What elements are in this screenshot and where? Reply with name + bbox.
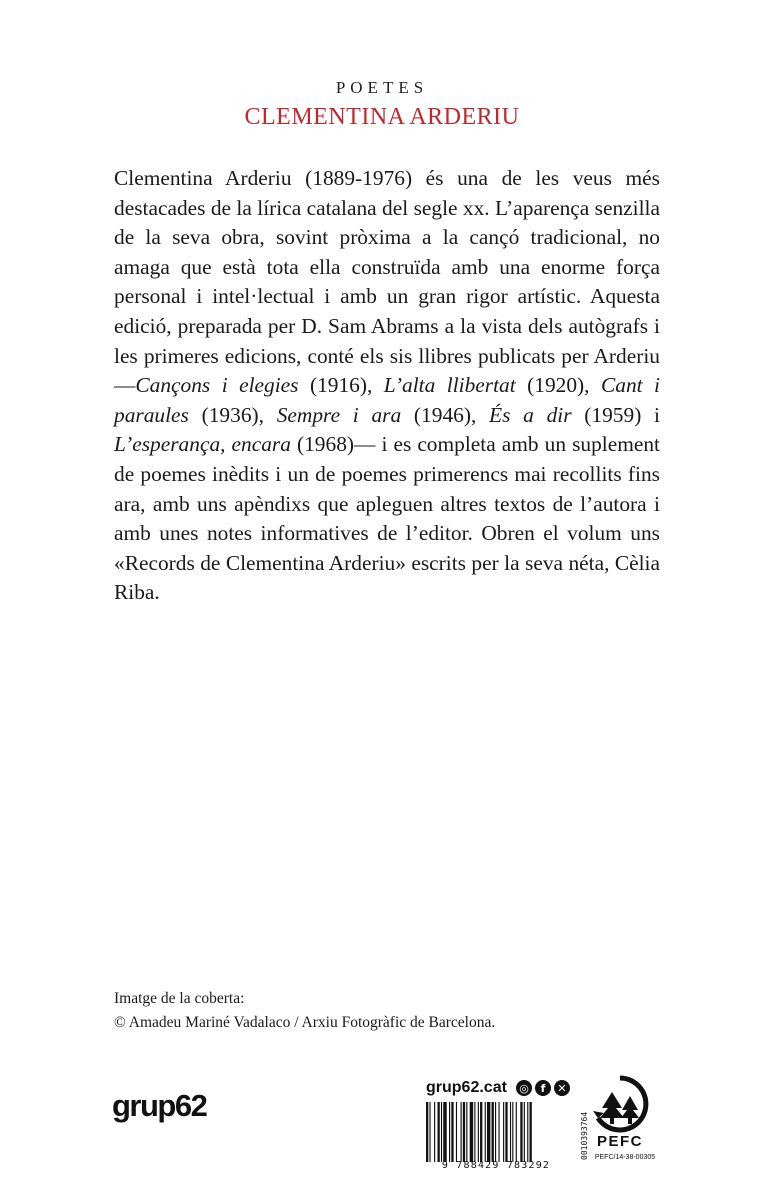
credits-line: © Amadeu Mariné Vadalaco / Arxiu Fotogràfic de Barcelona. <box>114 1014 496 1031</box>
social-icons <box>516 1080 570 1096</box>
book-title-3: Cant i paraules <box>114 373 660 427</box>
pefc-code: PEFC/14-38-00305 <box>594 1154 656 1161</box>
book-title-6: L’esperança, encara <box>114 432 291 457</box>
year-5: (1959) i <box>571 402 660 427</box>
year-4: (1946), <box>401 402 490 427</box>
instagram-icon[interactable]: ◎ <box>516 1080 532 1096</box>
year-1: (1916), <box>298 373 384 398</box>
cover-image-credits <box>114 987 674 1035</box>
blurb-text-outro: (1968)— i es completa amb un suplement de poemes inèdits i un de poemes primerencs mai recollits fins ara, amb uns apèndixs que apleguen altres textos de l’autora i amb unes notes informatives de l’editor. Obren el volum uns «Records de Clementina Arderiu» escrits per la seva néta, Cèlia Riba. <box>114 432 660 605</box>
year-2: (1920), <box>515 373 601 398</box>
pefc-label: PEFC <box>596 1133 643 1150</box>
book-title-1: Cançons i elegies <box>135 373 299 398</box>
book-title-2: L’alta llibertat <box>383 373 516 398</box>
isbn-digits: 9 788429 783292 <box>441 1160 551 1171</box>
series-title: POETES <box>335 78 429 97</box>
blurb-text-intro: Clementina Arderiu (1889-1976) és una de les veus més destacades de la lírica catalana del segle xx. L’aparença senzilla de la seva obra, sovint pròxima a la cançó tradicional, no amaga que està tota ella construïda amb una enorme força personal i intel·lectual i amb un gran rigor artístic. Aquesta edició, preparada per D. Sam Abrams a la vista dels autògrafs i les primeres edicions, conté els sis llibres publicats per Arderiu — <box>114 166 660 398</box>
book-title-5: És a dir <box>489 402 572 427</box>
pefc-logo-icon <box>590 1074 650 1134</box>
credits-label: Imatge de la coberta: <box>114 990 245 1007</box>
facebook-icon[interactable]: f <box>535 1080 551 1096</box>
book-title-4: Sempre i ara <box>276 402 402 427</box>
publisher-logo: grup62 <box>112 1088 207 1123</box>
year-3: (1936), <box>188 402 277 427</box>
author-name: CLEMENTINA ARDERIU <box>244 104 520 130</box>
publisher-website[interactable]: grup62.cat <box>426 1079 507 1096</box>
isbn-barcode <box>424 1102 576 1162</box>
product-code: 0010393764 <box>580 1111 589 1160</box>
x-icon[interactable]: ✕ <box>554 1080 570 1096</box>
book-description <box>114 164 660 608</box>
